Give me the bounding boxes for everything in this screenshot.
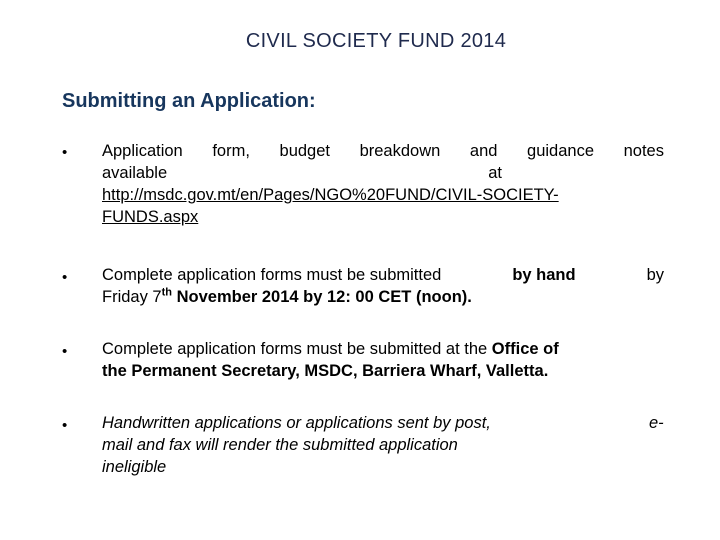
- word: at: [488, 164, 502, 182]
- bullet-marker: •: [62, 144, 68, 161]
- word: Application: [102, 142, 183, 160]
- link-text-part-2[interactable]: FUNDS.aspx: [102, 208, 199, 226]
- word: budget: [279, 142, 330, 160]
- bullet-marker: •: [62, 417, 68, 434]
- emphasis-text: the Permanent Secretary, MSDC, Barriera Wharf, Valletta.: [102, 362, 549, 380]
- bullet-line: Handwritten applications or applications sent by post,: [102, 414, 491, 432]
- bullet-line: [102, 162, 502, 184]
- bullet-line: [102, 338, 664, 360]
- hyphenated-word-start: e-: [649, 414, 664, 432]
- bullet-marker: •: [62, 343, 68, 360]
- text: by: [646, 266, 664, 284]
- text: Complete application forms must be submitted: [102, 266, 442, 284]
- application-link[interactable]: [102, 184, 664, 228]
- section-heading: Submitting an Application:: [62, 90, 316, 112]
- bullet-line: [102, 140, 664, 162]
- emphasis-text: November 2014 by 12: 00 CET (noon).: [176, 288, 472, 306]
- bullet-line: mail and fax will render the submitted application: [102, 436, 458, 454]
- emphasis-text: by hand: [512, 266, 576, 284]
- word: and: [469, 142, 498, 160]
- bullet-marker: •: [62, 269, 68, 286]
- emphasis-text: Office of: [491, 340, 559, 358]
- bullet-item-deadline: [102, 264, 664, 308]
- bullet-item-location: [102, 338, 664, 382]
- bullet-item-application-form: [102, 140, 664, 228]
- bullet-line: [102, 286, 664, 308]
- bullet-item-ineligible: [102, 412, 664, 478]
- text: Friday 7: [102, 288, 162, 306]
- word: available: [102, 164, 168, 182]
- slide-title: CIVIL SOCIETY FUND 2014: [245, 30, 507, 52]
- word: notes: [623, 142, 664, 160]
- word: breakdown: [359, 142, 441, 160]
- word: form,: [212, 142, 250, 160]
- bullet-line: ineligible: [102, 458, 167, 476]
- word: guidance: [527, 142, 595, 160]
- ordinal-suffix: th: [161, 286, 172, 299]
- text: Complete application forms must be submitted at the: [102, 340, 488, 358]
- bullet-line: [102, 264, 664, 286]
- link-text-part-1[interactable]: http://msdc.gov.mt/en/Pages/NGO%20FUND/CIVIL-SOCIETY-: [102, 186, 559, 204]
